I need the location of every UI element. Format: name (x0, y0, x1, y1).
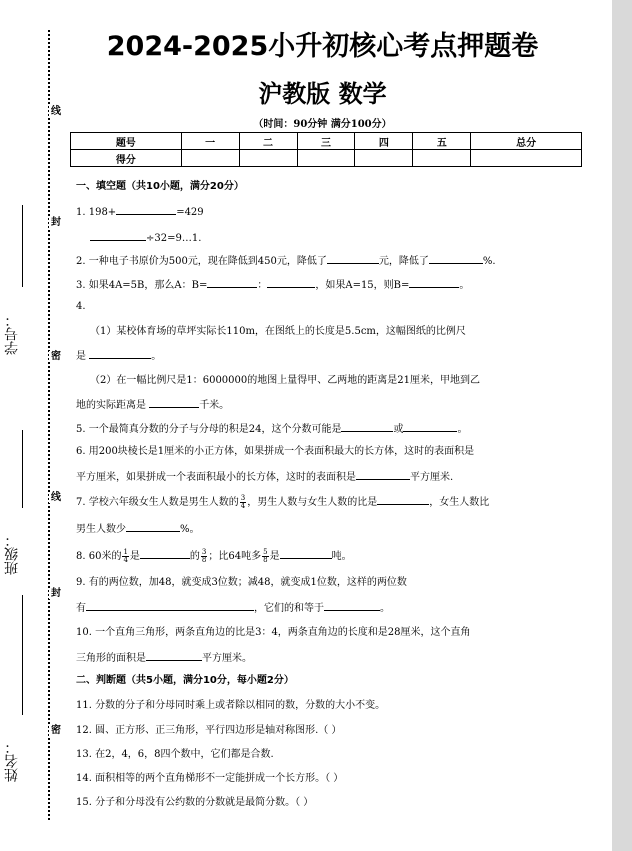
name-line (22, 595, 23, 715)
score-table-header-row (71, 133, 582, 150)
name-label: 姓名： (4, 740, 20, 782)
score-header-cell: 题号 (71, 133, 182, 150)
binding-char-6: 密 (51, 725, 61, 736)
score-header-cell: 总分 (471, 133, 582, 150)
student-id-label: 学号： (4, 313, 20, 355)
answer-blank[interactable] (324, 600, 380, 611)
answer-blank[interactable] (149, 397, 199, 408)
question-7a: 7. 学校六年级女生人数是男生人数的 $\frac{3}{4}$ ，男生人数与女生人数的比是 ，女生人数比 (76, 494, 490, 510)
question-1a: 1. 198+ =429 (76, 204, 581, 220)
answer-blank[interactable] (89, 348, 151, 359)
class-label: 班级： (4, 533, 20, 575)
question-13: 13. 在2，4，6，8四个数中，它们都是合数. (76, 749, 274, 760)
binding-dotted-line (48, 30, 50, 820)
answer-blank[interactable] (409, 277, 459, 288)
binding-char-2: 封 (51, 217, 61, 228)
exam-title: 2024-2025小升初核心考点押题卷 (106, 31, 539, 62)
question-4-2b: 地的实际距离是 千米。 (76, 397, 581, 413)
answer-blank[interactable] (377, 494, 429, 505)
answer-blank[interactable] (86, 600, 254, 611)
question-5: 5. 一个最简真分数的分子与分母的积是24，这个分数可能是 或 。 (76, 421, 581, 437)
question-9b: 有 ，它们的和等于 。 (76, 600, 581, 616)
question-9a: 9. 有的两位数，加48，就变成3位数；减48，就变成1位数，这样的两位数 (76, 577, 407, 588)
fraction: $\frac{3}{4}$ (240, 494, 246, 510)
answer-blank[interactable] (267, 277, 315, 288)
question-6b: 平方厘米，如果拼成一个表面积最小的长方体，这时的表面积是 平方厘米. (76, 469, 581, 485)
score-label-cell: 得分 (71, 150, 182, 167)
score-header-cell: 三 (297, 133, 355, 150)
section1-title: 一、填空题（共10小题，满分20分） (76, 181, 244, 192)
question-10a: 10. 一个直角三角形，两条直角边的比是3：4，两条直角边的长度和是28厘米，这个直角 (76, 627, 471, 638)
fraction: $\frac{5}{8}$ (263, 548, 268, 564)
answer-blank[interactable] (327, 253, 379, 264)
answer-blank[interactable] (90, 230, 146, 241)
score-cell[interactable] (239, 150, 297, 167)
score-cell[interactable] (471, 150, 582, 167)
score-header-cell: 四 (355, 133, 413, 150)
answer-blank[interactable] (356, 469, 410, 480)
question-12: 12. 圆、正方形、正三角形，平行四边形是轴对称图形.（ ） (76, 725, 342, 736)
score-cell[interactable] (297, 150, 355, 167)
score-cell[interactable] (413, 150, 471, 167)
question-11: 11. 分数的分子和分母同时乘上或者除以相同的数，分数的大小不变。 (76, 700, 386, 711)
fraction: $\frac{3}{8}$ (201, 548, 207, 564)
question-2: 2. 一种电子书原价为500元，现在降低到450元，降低了 元，降低了 %. (76, 253, 581, 269)
question-4-1a: （1）某校体育场的草坪实际长110m，在图纸上的长度是5.5cm，这幅图纸的比例尺 (90, 326, 466, 337)
question-7b: 男生人数少 %。 (76, 521, 581, 537)
question-4-1b: 是 。 (76, 348, 581, 364)
question-1b: ÷32=9…1. (90, 230, 595, 246)
section2-title: 二、判断题（共5小题，满分10分，每小题2分） (76, 675, 294, 686)
binding-char-1: 线 (51, 106, 61, 117)
answer-blank[interactable] (140, 548, 190, 559)
score-header-cell: 一 (181, 133, 239, 150)
binding-char-3: 密 (51, 351, 61, 362)
answer-blank[interactable] (429, 253, 483, 264)
answer-blank[interactable] (146, 650, 202, 661)
question-15: 15. 分子和分母没有公约数的分数就是最简分数。（ ） (76, 797, 314, 808)
class-line (22, 430, 23, 508)
score-table-score-row (71, 150, 582, 167)
answer-blank[interactable] (341, 421, 393, 432)
score-cell[interactable] (181, 150, 239, 167)
score-header-cell: 二 (239, 133, 297, 150)
score-table (70, 132, 582, 167)
binding-char-4: 线 (51, 492, 61, 503)
question-8: 8. 60米的 $\frac{1}{4}$ 是 的 $\frac{3}{8}$ ；比64吨多 $\frac{5}{8}$ 是 吨。 (76, 548, 352, 564)
answer-blank[interactable] (207, 277, 257, 288)
score-cell[interactable] (355, 150, 413, 167)
student-id-line (22, 205, 23, 287)
answer-blank[interactable] (280, 548, 332, 559)
answer-blank[interactable] (126, 521, 180, 532)
binding-char-5: 封 (51, 588, 61, 599)
question-3: 3. 如果4A=5B，那么A：B= ： ，如果A=15，则B= 。 (76, 277, 581, 293)
exam-info: （时间：90分钟 满分100分） (253, 119, 392, 130)
scroll-gutter (612, 0, 632, 851)
question-6a: 6. 用200块棱长是1厘米的小正方体，如果拼成一个表面积最大的长方体，这时的表面积是 (76, 446, 475, 457)
answer-blank[interactable] (116, 204, 176, 215)
question-4: 4. (76, 301, 86, 312)
score-header-cell: 五 (413, 133, 471, 150)
fraction: $\frac{1}{4}$ (123, 548, 128, 564)
question-4-2a: （2）在一幅比例尺是1：6000000的地图上量得甲、乙两地的距离是21厘米，甲地到乙 (90, 375, 480, 386)
answer-blank[interactable] (403, 421, 457, 432)
exam-subtitle: 沪教版 数学 (258, 80, 387, 108)
question-10b: 三角形的面积是 平方厘米。 (76, 650, 581, 666)
question-14: 14. 面积相等的两个直角梯形不一定能拼成一个长方形。（ ） (76, 773, 344, 784)
